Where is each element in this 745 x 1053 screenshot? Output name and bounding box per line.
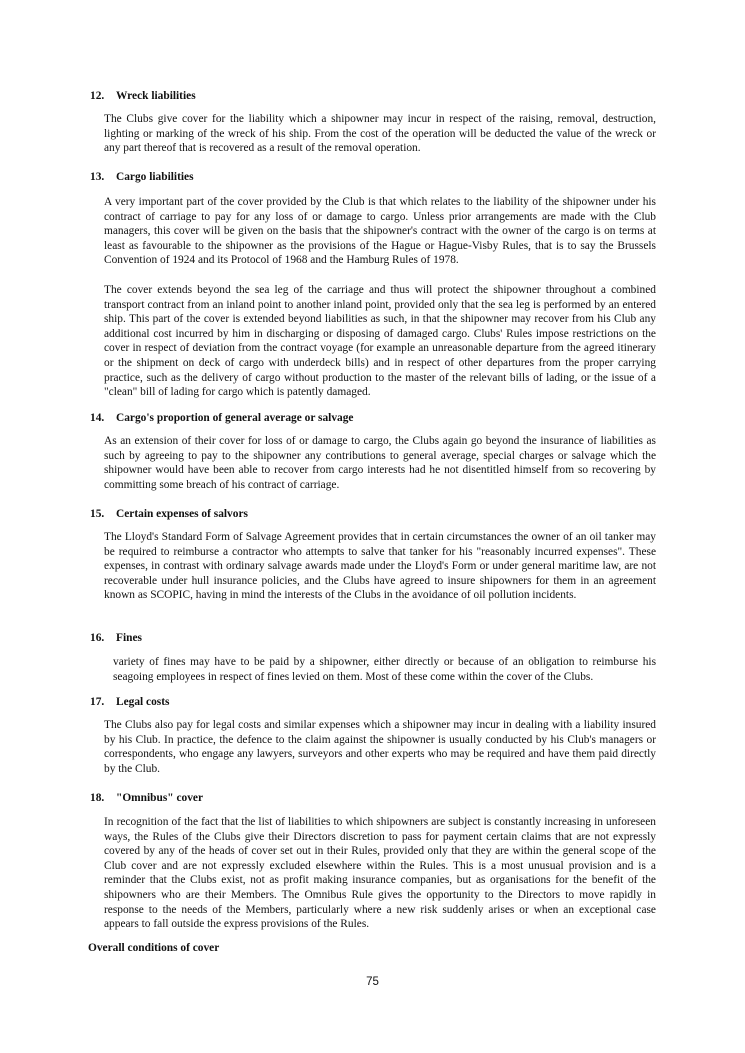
section-title: Wreck liabilities xyxy=(116,90,196,102)
section-title: Cargo liabilities xyxy=(116,171,194,183)
closing-heading: Overall conditions of cover xyxy=(88,942,220,954)
section-13-paragraph-2: The cover extends beyond the sea leg of the carriage and thus will protect the shipowner throughout a combined transport contract from an inland point to another inland point, provided only that the sea leg is performed by an entered ship. This part of the cover is extended beyond liabilities as such, in that the shipowner may recover from his Club any additional cost incurred by him in discharging or disposing of damaged cargo. Clubs' Rules impose restrictions on the cover in respect of deviation from the contract voyage (for example an unreasonable departure from the agreed itinerary or the shipment on deck of cargo with underdeck bills) and in respect of other departures from the proper carrying practice, such as the delivery of cargo without production to the master of the relevant bills of lading, or the issue of a "clean" bill of lading for cargo which is patently damaged. xyxy=(104,284,656,399)
section-14-paragraph-1: As an extension of their cover for loss of or damage to cargo, the Clubs again go beyond the insurance of liabilities as such by agreeing to pay to the shipowner any contributions to general average, special charges or salvage which the shipowner would have been able to recover from cargo interests had he not disentitled himself from so recovering by committing some breach of his contract of carriage. xyxy=(104,435,656,491)
section-17-paragraph-1: The Clubs also pay for legal costs and similar expenses which a shipowner may incur in dealing with a liability insured by his Club. In practice, the defence to the claim against the shipowner is usually conducted by his Club's managers or correspondents, who engage any lawyers, surveyors and other experts who may be required and have them paid directly by the Club. xyxy=(104,719,656,775)
section-number: 14. xyxy=(90,412,105,424)
section-18-paragraph-1: In recognition of the fact that the list of liabilities to which shipowners are subject is constantly increasing in unforeseen ways, the Rules of the Clubs give their Directors discretion to pass for payment certain claims that are not expressly covered by any of the heads of cover set out in their Rules, provided only that they are within the general scope of the Club cover and are not expressly excluded elsewhere within the Rules. This is a most unusual provision and is a reminder that the Clubs exist, not as profit making insurance companies, but as organisations for the benefit of the shipowners who are their Members. The Omnibus Rule gives the opportunity to the Directors to move rapidly in response to the needs of the Members, particularly where a new risk suddenly arises or when an exceptional case appears to fall outside the express provisions of the Rules. xyxy=(104,816,656,931)
section-16-paragraph-1: variety of fines may have to be paid by a shipowner, either directly or because of an obligation to reimburse his seagoing employees in respect of fines levied on them. Most of these come within the cover of the Clubs. xyxy=(113,656,656,683)
section-title: Legal costs xyxy=(116,696,170,708)
section-number: 18. xyxy=(90,792,105,804)
section-number: 16. xyxy=(90,632,105,644)
section-number: 13. xyxy=(90,171,105,183)
section-title: "Omnibus" cover xyxy=(116,792,204,804)
section-number: 12. xyxy=(90,90,105,102)
section-heading-18 xyxy=(90,791,203,806)
section-number: 15. xyxy=(90,508,105,520)
section-15-paragraph-1: The Lloyd's Standard Form of Salvage Agreement provides that in certain circumstances the owner of an oil tanker may be required to reimburse a contractor who attempts to salve that tanker for his "reasonably incurred expenses". These expenses, in contrast with ordinary salvage awards made under the Lloyd's Form or under general maritime law, are not recoverable under hull insurance policies, and the Clubs have agreed to insure shipowners for them in an agreement known as SCOPIC, having in mind the interests of the Clubs in the avoidance of oil pollution incidents. xyxy=(104,531,656,602)
section-13-paragraph-1: A very important part of the cover provided by the Club is that which relates to the liability of the shipowner under his contract of carriage to pay for any loss of or damage to cargo. Unless prior arrangements are made with the Club managers, this cover will be given on the basis that the shipowner's contract with the owner of the cargo is on terms at least as favourable to the shipowner as the provisions of the Hague or Hague-Visby Rules, that is to say the Brussels Convention of 1924 and its Protocol of 1968 and the Hamburg Rules of 1978. xyxy=(104,196,656,267)
section-12-paragraph-1: The Clubs give cover for the liability which a shipowner may incur in respect of the raising, removal, destruction, lighting or marking of the wreck of his ship. From the cost of the operation will be deducted the value of the wreck or any part thereof that is recovered as a result of the removal operation. xyxy=(104,113,656,155)
section-title: Fines xyxy=(116,632,142,644)
section-heading-14 xyxy=(90,411,353,426)
section-heading-17 xyxy=(90,695,169,710)
section-title: Cargo's proportion of general average or salvage xyxy=(116,412,354,424)
section-heading-16 xyxy=(90,631,142,646)
section-heading-12 xyxy=(90,89,196,104)
section-heading-15 xyxy=(90,507,248,522)
section-heading-13 xyxy=(90,170,194,185)
page-number: 75 xyxy=(366,976,379,988)
section-number: 17. xyxy=(90,696,105,708)
section-title: Certain expenses of salvors xyxy=(116,508,248,520)
